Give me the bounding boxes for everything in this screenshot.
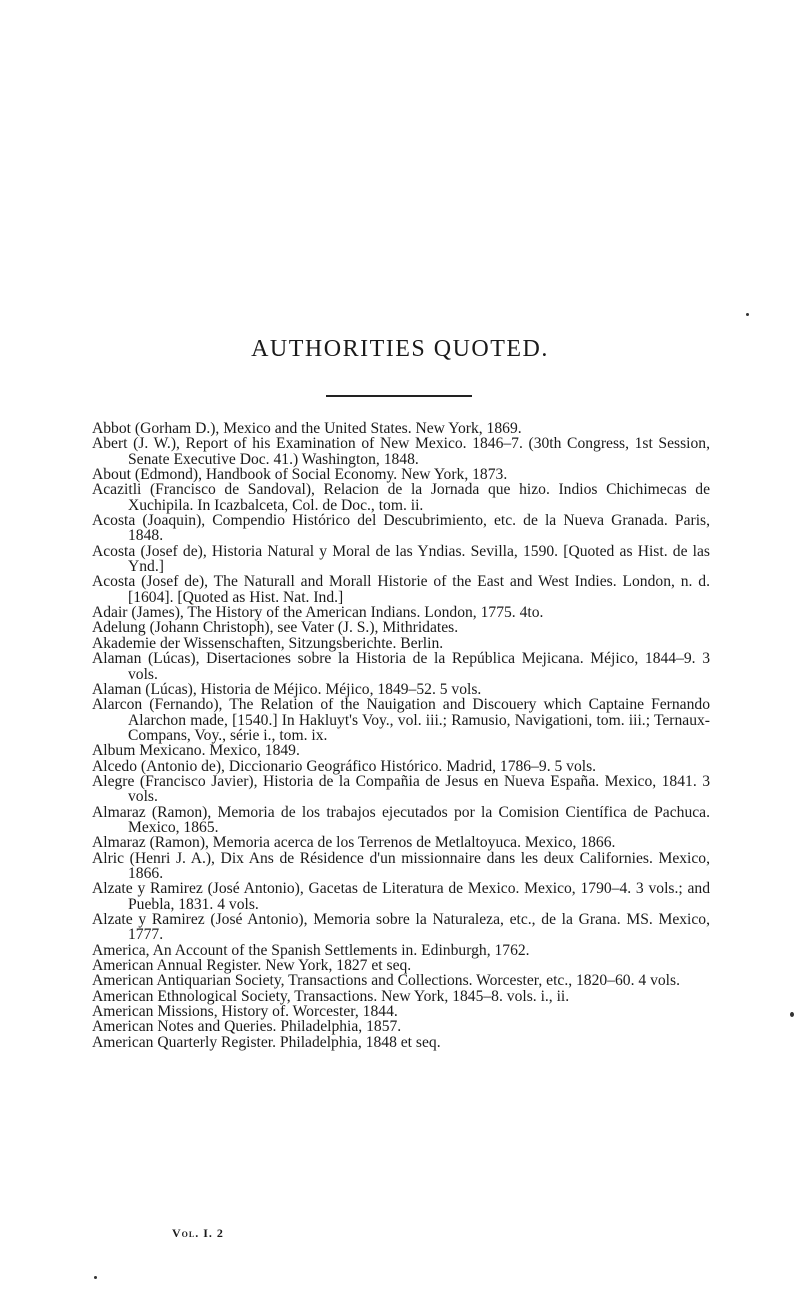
list-item: America, An Account of the Spanish Settlements in. Edinburgh, 1762. <box>92 941 530 959</box>
list-item: Alzate y Ramirez (José Antonio), Gacetas de Literatura de Mexico. Mexico, 1790–4. 3 vols.; and Puebla, 1831. 4 vols. <box>92 880 710 913</box>
list-item: American Ethnological Society, Transactions. New York, 1845–8. vols. i., ii. <box>92 987 570 1005</box>
list-item: Alcedo (Antonio de), Diccionario Geográfico Histórico. Madrid, 1786–9. 5 vols. <box>92 757 597 775</box>
list-item: Album Mexicano. Mexico, 1849. <box>92 742 300 760</box>
list-item: Alegre (Francisco Javier), Historia de la Compañia de Jesus en Nueva España. Mexico, 1841. 3 vols. <box>92 772 710 806</box>
list-item: Abert (J. W.), Report of his Examination of New Mexico. 1846–7. (30th Congress, 1st Session, Senate Executive Doc. 41.) Washington, 1848. <box>92 435 710 468</box>
list-item: Acosta (Josef de), The Naturall and Morall Historie of the East and West Indies. London, n. d. [1604]. [Quoted as Hist. Nat. Ind.] <box>92 573 710 606</box>
list-item: Acazitli (Francisco de Sandoval), Relacion de la Jornada que hizo. Indios Chichimecas de Xuchipila. In Icazbalceta, Col. de Doc., tom. ii. <box>92 481 710 514</box>
list-item: Acosta (Josef de), Historia Natural y Moral de las Yndias. Sevilla, 1590. [Quoted as Hist. de las Ynd.] <box>92 542 710 576</box>
page-title: AUTHORITIES QUOTED. <box>251 336 549 362</box>
list-item: American Notes and Queries. Philadelphia, 1857. <box>92 1018 402 1036</box>
title-rule <box>326 395 472 397</box>
list-item: American Missions, History of. Worcester, 1844. <box>92 1003 398 1021</box>
list-item: Akademie der Wissenschaften, Sitzungsberichte. Berlin. <box>92 634 444 652</box>
paper-speck <box>746 313 749 316</box>
list-item: American Antiquarian Society, Transactions and Collections. Worcester, etc., 1820–60. 4 vols. <box>92 972 680 990</box>
list-item: About (Edmond), Handbook of Social Economy. New York, 1873. <box>92 466 508 484</box>
list-item: American Annual Register. New York, 1827 et seq. <box>92 957 412 975</box>
list-item: Alric (Henri J. A.), Dix Ans de Résidence d'un missionnaire dans les deux Californies. Mexico, 1866. <box>92 849 710 882</box>
list-item: Alaman (Lúcas), Disertaciones sobre la Historia de la República Mejicana. Méjico, 1844–9. 3 vols. <box>92 650 710 683</box>
signature-mark: Vol. I. 2 <box>172 1226 224 1240</box>
list-item: Acosta (Joaquin), Compendio Histórico del Descubrimiento, etc. de la Nueva Granada. Paris, 1848. <box>92 512 710 545</box>
list-item: American Quarterly Register. Philadelphia, 1848 et seq. <box>92 1033 441 1051</box>
list-item: Almaraz (Ramon), Memoria de los trabajos ejecutados por la Comision Científica de Pachuca. Mexico, 1865. <box>92 803 710 836</box>
paper-speck <box>94 1276 97 1279</box>
list-item: Almaraz (Ramon), Memoria acerca de los Terrenos de Metlaltoyuca. Mexico, 1866. <box>92 834 616 852</box>
list-item: Adair (James), The History of the American Indians. London, 1775. 4to. <box>92 604 544 622</box>
list-item: Abbot (Gorham D.), Mexico and the United States. New York, 1869. <box>92 420 522 437</box>
authorities-list <box>92 421 710 1050</box>
paper-speck <box>790 1012 794 1017</box>
list-item: Adelung (Johann Christoph), see Vater (J. S.), Mithridates. <box>92 619 459 637</box>
list-item: Alzate y Ramirez (José Antonio), Memoria sobre la Naturaleza, etc., de la Grana. MS. Mexico, 1777. <box>92 911 710 944</box>
list-item: Alaman (Lúcas), Historia de Méjico. Méjico, 1849–52. 5 vols. <box>92 680 482 698</box>
list-item: Alarcon (Fernando), The Relation of the Nauigation and Discouery which Captaine Fernando Alarchon made, [1540.] In Hakluyt's Voy., vol. iii.; Ramusio, Navigationi, tom. iii.; Ternaux-Compans, Voy., série i., tom. ix. <box>92 696 710 744</box>
